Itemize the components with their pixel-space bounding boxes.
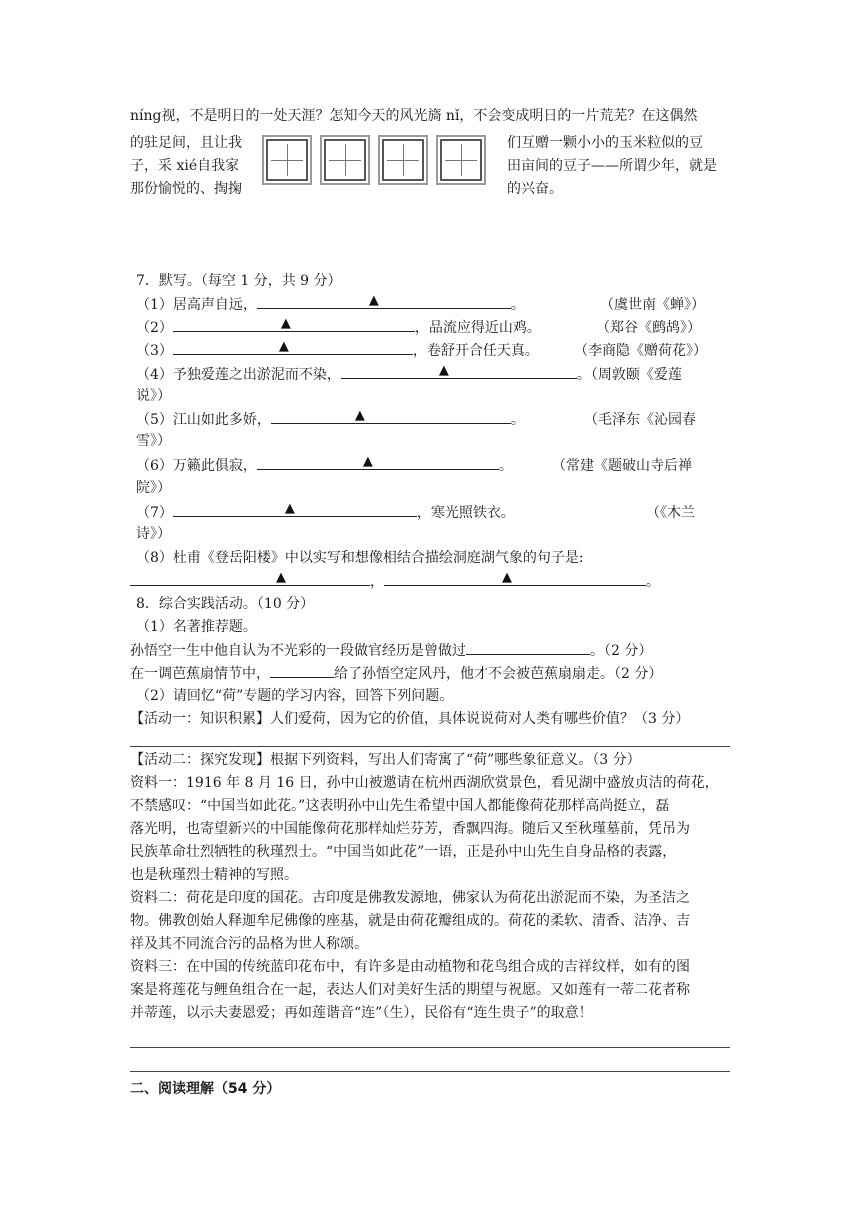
q7-item-5-post: 。 — [510, 412, 525, 428]
material-line-2: 不禁感叹：“中国当如此花。”这表明孙中山先生希望中国人都能像荷花那样高尚挺立，磊 — [130, 798, 670, 814]
passage-line-3-left: 子，采 xié自我家 — [130, 158, 240, 174]
q7-blank-6[interactable] — [257, 455, 499, 470]
character-box-2[interactable] — [324, 139, 366, 181]
passage-line-2-right: 们互赠一颗小小的玉米粒似的豆 — [507, 135, 703, 151]
section-2-title: 二、阅读理解（54 分） — [130, 1081, 281, 1097]
q8-blank-2[interactable] — [270, 663, 334, 678]
q7-blank-4[interactable] — [341, 364, 577, 379]
q7-item-7-post: ，寒光照铁衣。 — [416, 505, 515, 521]
q8-answer-1 — [130, 640, 652, 661]
q7-blank-2[interactable] — [173, 317, 415, 332]
q7-item-1-source: （虞世南《蝉》） — [600, 297, 705, 313]
q7-item-5-source: （毛泽东《沁园春 — [584, 412, 696, 428]
q7-item-1-pre: （1）居高声自远， — [136, 297, 257, 313]
q7-item-8: （8）杜甫《登岳阳楼》中以实写和想像相结合描绘洞庭湖气象的句子是: — [136, 550, 584, 566]
material-line-10: 案是将莲花与鲤鱼组合在一起，表达人们对美好生活的期望与祝愿。又如莲有一蒂二花者称 — [130, 982, 690, 998]
q7-item-7-cont: 诗》） — [136, 526, 171, 542]
material-line-9: 资料三：在中国的传统蓝印花布中，有许多是由动植物和花鸟组合成的吉祥纹样，如有的图 — [130, 959, 690, 975]
blank-marker: ▲ — [284, 501, 295, 516]
q8-sub2: （2）请回忆“荷”专题的学习内容，回答下列问题。 — [136, 688, 454, 704]
passage-line-2-left: 的驻足间，且让我 — [130, 135, 242, 151]
q7-item-2-pre: （2） — [136, 320, 173, 336]
q7-item-4-post: 。（周敦颐《爱莲 — [576, 367, 682, 383]
activity-2: 【活动二：探究发现】根据下列资料，写出人们寄寓了“荷”哪些象征意义。（3 分） — [130, 752, 641, 768]
q7-blank-8b[interactable] — [384, 571, 646, 586]
q7-item-6-source: （常建《题破山寺后禅 — [552, 458, 692, 474]
blank-marker: ▲ — [362, 454, 373, 469]
answer-line-2[interactable] — [130, 1047, 730, 1048]
q8-blank-1[interactable] — [466, 640, 590, 655]
q7-item-4-pre: （4）予独爱莲之出淤泥而不染， — [136, 367, 341, 383]
q7-item-7-pre: （7） — [136, 505, 173, 521]
q7-item-4 — [136, 364, 682, 385]
q7-item-6-pre: （6）万籁此俱寂， — [136, 458, 257, 474]
q7-blank-1[interactable] — [257, 294, 511, 309]
character-box-3[interactable] — [382, 139, 424, 181]
q7-item-7 — [136, 502, 515, 523]
q8-answer-2 — [130, 663, 662, 684]
q7-item-2-source: （郑谷《鹧鸪》） — [596, 320, 701, 336]
q7-item-3-pre: （3） — [136, 343, 173, 359]
character-box-4[interactable] — [440, 139, 482, 181]
passage-line-3-right: 田亩间的豆子——所谓少年，就是 — [507, 158, 717, 174]
material-line-6: 资料二：荷花是印度的国花。古印度是佛教发源地，佛家认为荷花出淤泥而不染，为圣洁之 — [130, 890, 690, 906]
q7-title: 7．默写。（每空 1 分，共 9 分） — [136, 273, 342, 289]
q7-item-1-post: 。 — [510, 297, 525, 313]
material-line-1: 资料一：1916 年 8 月 16 日，孙中山被邀请在杭州西湖欣赏景色，看见湖中盛放贞洁的荷花， — [130, 775, 719, 791]
q8-title: 8．综合实践活动。（10 分） — [136, 596, 315, 612]
material-line-4: 民族革命壮烈牺牲的秋瑾烈士。“中国当如此花”一语，正是孙中山先生自身品格的表露， — [130, 844, 677, 860]
q7-blank-8a[interactable] — [130, 571, 370, 586]
answer-line-1[interactable] — [130, 746, 730, 747]
passage-line-4-right: 的兴奋。 — [507, 181, 563, 197]
material-line-11: 并蒂莲，以示夫妻恩爱；再如莲谐音“连”（生），民俗有“连生贵子”的取意！ — [130, 1005, 593, 1021]
q7-item-2 — [136, 317, 541, 338]
material-line-5: 也是秋瑾烈士精神的写照。 — [130, 867, 298, 883]
blank-marker: ▲ — [276, 570, 286, 585]
q7-blank-3[interactable] — [173, 340, 413, 355]
q7-blank-7[interactable] — [173, 502, 417, 517]
q8-answer-1-pre: 孙悟空一生中他自认为不光彩的一段做官经历是曾做过 — [130, 643, 466, 659]
blank-marker: ▲ — [354, 408, 365, 423]
passage-line-4-left: 那份愉悦的、掏掬 — [130, 181, 242, 197]
q7-blank-5[interactable] — [271, 409, 511, 424]
q7-item-3-source: （李商隐《赠荷花》） — [574, 343, 707, 359]
q7-item-4-cont: 说》） — [136, 388, 171, 404]
activity-1: 【活动一：知识积累】人们爱荷，因为它的价值，具体说说荷对人类有哪些价值？（3 分） — [130, 711, 690, 727]
q8-answer-2-pre: 在一调芭蕉扇情节中， — [130, 666, 270, 682]
q7-item-3 — [136, 340, 539, 361]
q7-item-8-mid: ， — [370, 574, 384, 590]
blank-marker: ▲ — [280, 316, 291, 331]
material-line-3: 落光明，也寄望新兴的中国能像荷花那样灿烂芬芳，香飘四海。随后又至秋瑾墓前，凭吊为 — [130, 821, 690, 837]
blank-marker: ▲ — [502, 570, 512, 585]
q7-item-6-cont: 院》） — [136, 480, 171, 496]
material-line-8: 祥及其不同流合污的品格为世人称颂。 — [130, 936, 368, 952]
q7-item-1 — [136, 294, 525, 315]
q7-item-6-post: 。 — [498, 458, 513, 474]
answer-line-3[interactable] — [130, 1071, 730, 1072]
passage-line-1: níng视，不是明日的一处天涯？怎知今天的风光旖 nǐ，不会变成明日的一片荒芜？在这偶然 — [130, 108, 698, 124]
q7-item-5-pre: （5）江山如此多娇， — [136, 412, 271, 428]
q8-sub1: （1）名著推荐题。 — [136, 619, 257, 635]
q7-item-3-post: ，卷舒开合任天真。 — [412, 343, 539, 359]
q7-item-5 — [136, 409, 525, 430]
character-box-group — [262, 139, 482, 189]
material-line-7: 物。佛教创始人释迦牟尼佛像的座基，就是由荷花瓣组成的。荷花的柔软、清香、洁净、吉 — [130, 913, 690, 929]
blank-marker: ▲ — [278, 339, 289, 354]
blank-marker: ▲ — [368, 293, 379, 308]
q8-answer-2-post: 给了孙悟空定风丹，他才不会被芭蕉扇扇走。（2 分） — [334, 666, 663, 682]
q7-item-8-answer — [130, 571, 660, 592]
character-box-1[interactable] — [266, 139, 308, 181]
blank-marker: ▲ — [438, 363, 449, 378]
q7-item-8-post: 。 — [646, 574, 660, 590]
q7-item-7-source: （《木兰 — [646, 505, 695, 521]
q7-item-5-cont: 雪》） — [136, 433, 171, 449]
q7-item-2-post: ，品流应得近山鸡。 — [414, 320, 541, 336]
q8-answer-1-post: 。（2 分） — [590, 643, 653, 659]
q7-item-6 — [136, 455, 513, 476]
